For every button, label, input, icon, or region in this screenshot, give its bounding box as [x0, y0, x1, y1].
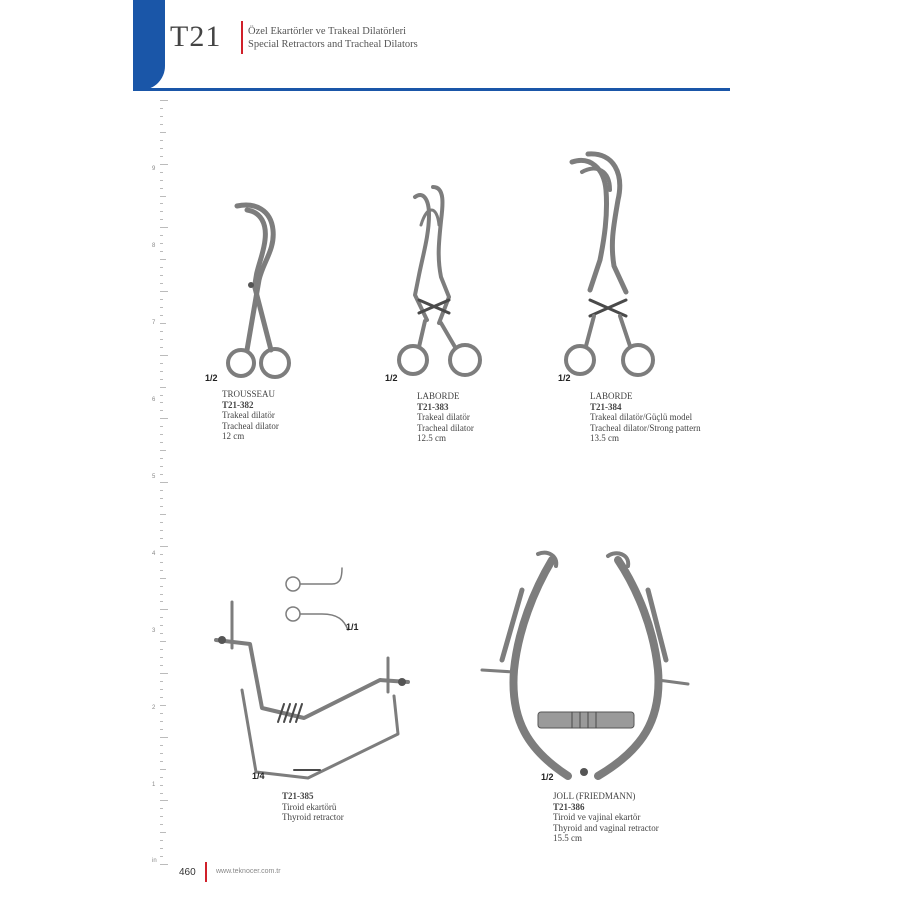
ruler-tick	[160, 275, 163, 276]
ruler-tick	[160, 140, 163, 141]
ruler-tick	[160, 299, 163, 300]
ruler-tick	[160, 315, 163, 316]
trousseau-dilator-image	[215, 200, 295, 385]
caption-t21-382	[222, 389, 279, 442]
section-title-tr: Özel Ekartörler ve Trakeal Dilatörleri	[248, 26, 407, 37]
product-desc-tr: Trakeal dilatör	[222, 410, 275, 420]
header-blue-tab	[133, 0, 165, 90]
product-name: LABORDE	[417, 391, 460, 401]
ruler-tick	[160, 546, 168, 547]
ruler-tick	[160, 100, 168, 101]
ruler-tick	[160, 379, 163, 380]
ruler-tick	[160, 490, 163, 491]
ruler-tick	[160, 148, 163, 149]
ruler-label: 2	[152, 705, 156, 711]
ruler-tick	[160, 848, 163, 849]
ruler-tick	[160, 458, 163, 459]
product-code: T21-382	[222, 399, 254, 410]
ruler-tick	[160, 769, 166, 770]
product-size: 12 cm	[222, 431, 245, 441]
ruler-tick	[160, 164, 168, 165]
product-size: 15.5 cm	[553, 833, 582, 843]
ruler-tick	[160, 514, 166, 515]
ruler-tick	[160, 777, 163, 778]
product-desc-tr: Trakeal dilatör/Güçlü model	[590, 412, 693, 422]
ruler-tick	[160, 864, 168, 865]
header-red-divider	[241, 21, 243, 54]
ruler-tick	[160, 506, 163, 507]
scale-label: 1/4	[252, 771, 265, 781]
ruler-tick	[160, 307, 163, 308]
ruler-tick	[160, 832, 166, 833]
ruler-label: 1	[152, 782, 156, 788]
ruler-tick	[160, 267, 163, 268]
ruler-tick	[160, 410, 163, 411]
product-size: 13.5 cm	[590, 433, 619, 443]
ruler-tick	[160, 554, 163, 555]
ruler-label: 7	[152, 320, 156, 326]
ruler-tick	[160, 172, 163, 173]
ruler-tick	[160, 641, 166, 642]
ruler-tick	[160, 450, 166, 451]
ruler-tick	[160, 800, 168, 801]
product-code: T21-383	[417, 401, 449, 412]
section-title-en: Special Retractors and Tracheal Dilators	[248, 39, 418, 50]
footer-url: www.teknocer.com.tr	[216, 868, 281, 875]
ruler-tick	[160, 203, 163, 204]
ruler-tick	[160, 729, 163, 730]
scale-label: 1/2	[558, 373, 571, 383]
ruler-tick	[160, 387, 166, 388]
ruler-tick	[160, 625, 163, 626]
ruler-tick	[160, 808, 163, 809]
product-desc-tr: Tiroid ekartörü	[282, 801, 337, 812]
ruler-tick	[160, 705, 166, 706]
ruler-tick	[160, 824, 163, 825]
ruler-tick	[160, 673, 168, 674]
inch-ruler	[152, 100, 170, 865]
scale-label: 1/2	[205, 373, 218, 383]
section-code: T21	[170, 20, 222, 53]
ruler-tick	[160, 116, 163, 117]
ruler-tick	[160, 283, 163, 284]
caption-t21-386	[553, 791, 659, 844]
ruler-tick	[160, 856, 163, 857]
ruler-tick	[160, 840, 163, 841]
ruler-label: in	[152, 858, 157, 864]
ruler-tick	[160, 586, 163, 587]
ruler-tick	[160, 538, 163, 539]
ruler-tick	[160, 522, 163, 523]
product-name: TROUSSEAU	[222, 389, 276, 399]
product-desc-tr: Trakeal dilatör	[417, 412, 470, 422]
ruler-tick	[160, 331, 163, 332]
scale-label: 1/2	[541, 772, 554, 782]
laborde-strong-dilator-image	[560, 150, 660, 385]
product-desc-en: Tracheal dilator	[222, 420, 279, 431]
product-desc-en: Tracheal dilator	[417, 422, 474, 433]
ruler-tick	[160, 156, 163, 157]
ruler-tick	[160, 124, 163, 125]
ruler-tick	[160, 418, 168, 419]
ruler-label: 9	[152, 166, 156, 172]
ruler-tick	[160, 753, 163, 754]
ruler-tick	[160, 737, 168, 738]
ruler-tick	[160, 562, 163, 563]
ruler-tick	[160, 601, 163, 602]
header-rule	[133, 88, 730, 91]
ruler-tick	[160, 474, 163, 475]
product-code: T21-385	[282, 791, 314, 801]
ruler-tick	[160, 793, 163, 794]
ruler-tick	[160, 196, 166, 197]
ruler-tick	[160, 434, 163, 435]
product-desc-en: Thyroid retractor	[282, 812, 344, 822]
ruler-tick	[160, 402, 163, 403]
ruler-label: 6	[152, 397, 156, 403]
ruler-tick	[160, 657, 163, 658]
ruler-tick	[160, 745, 163, 746]
laborde-dilator-image	[393, 185, 483, 385]
ruler-tick	[160, 530, 163, 531]
ruler-label: 4	[152, 551, 156, 557]
ruler-label: 8	[152, 243, 156, 249]
product-name: LABORDE	[590, 391, 633, 401]
ruler-tick	[160, 227, 168, 228]
ruler-tick	[160, 132, 166, 133]
page-number: 460	[179, 867, 196, 878]
caption-t21-385	[282, 791, 344, 823]
ruler-tick	[160, 323, 166, 324]
ruler-tick	[160, 180, 163, 181]
ruler-tick	[160, 243, 163, 244]
product-name: JOLL (FRIEDMANN)	[553, 791, 636, 801]
ruler-tick	[160, 633, 163, 634]
ruler-tick	[160, 697, 163, 698]
ruler-tick	[160, 108, 163, 109]
ruler-tick	[160, 681, 163, 682]
ruler-tick	[160, 371, 163, 372]
product-code: T21-384	[590, 401, 622, 412]
joll-retractor-image	[478, 550, 693, 785]
ruler-tick	[160, 665, 163, 666]
ruler-tick	[160, 649, 163, 650]
ruler-tick	[160, 785, 163, 786]
ruler-tick	[160, 291, 168, 292]
ruler-tick	[160, 609, 168, 610]
ruler-tick	[160, 761, 163, 762]
caption-t21-383	[417, 391, 474, 444]
ruler-tick	[160, 482, 168, 483]
ruler-tick	[160, 339, 163, 340]
ruler-tick	[160, 259, 166, 260]
product-desc-tr: Tiroid ve vajinal ekartör	[553, 812, 641, 822]
thyroid-retractor-image	[212, 600, 412, 785]
ruler-tick	[160, 235, 163, 236]
ruler-tick	[160, 219, 163, 220]
ruler-tick	[160, 363, 163, 364]
ruler-tick	[160, 251, 163, 252]
scale-label: 1/1	[346, 622, 359, 632]
ruler-tick	[160, 498, 163, 499]
ruler-tick	[160, 570, 163, 571]
ruler-tick	[160, 466, 163, 467]
ruler-label: 5	[152, 474, 156, 480]
ruler-tick	[160, 617, 163, 618]
ruler-tick	[160, 689, 163, 690]
product-code: T21-386	[553, 801, 585, 812]
ruler-tick	[160, 578, 166, 579]
ruler-tick	[160, 211, 163, 212]
footer-red-divider	[205, 862, 207, 882]
section-title	[248, 25, 418, 51]
ruler-tick	[160, 713, 163, 714]
ruler-tick	[160, 594, 163, 595]
ruler-tick	[160, 721, 163, 722]
ruler-tick	[160, 395, 163, 396]
ruler-tick	[160, 442, 163, 443]
ruler-tick	[160, 347, 163, 348]
product-size: 12.5 cm	[417, 433, 446, 443]
ruler-label: 3	[152, 628, 156, 634]
ruler-tick	[160, 355, 168, 356]
product-desc-en: Thyroid and vaginal retractor	[553, 822, 659, 833]
scale-label: 1/2	[385, 373, 398, 383]
ruler-tick	[160, 426, 163, 427]
caption-t21-384	[590, 391, 701, 444]
ruler-tick	[160, 188, 163, 189]
product-desc-en: Tracheal dilator/Strong pattern	[590, 422, 701, 433]
ruler-tick	[160, 816, 163, 817]
